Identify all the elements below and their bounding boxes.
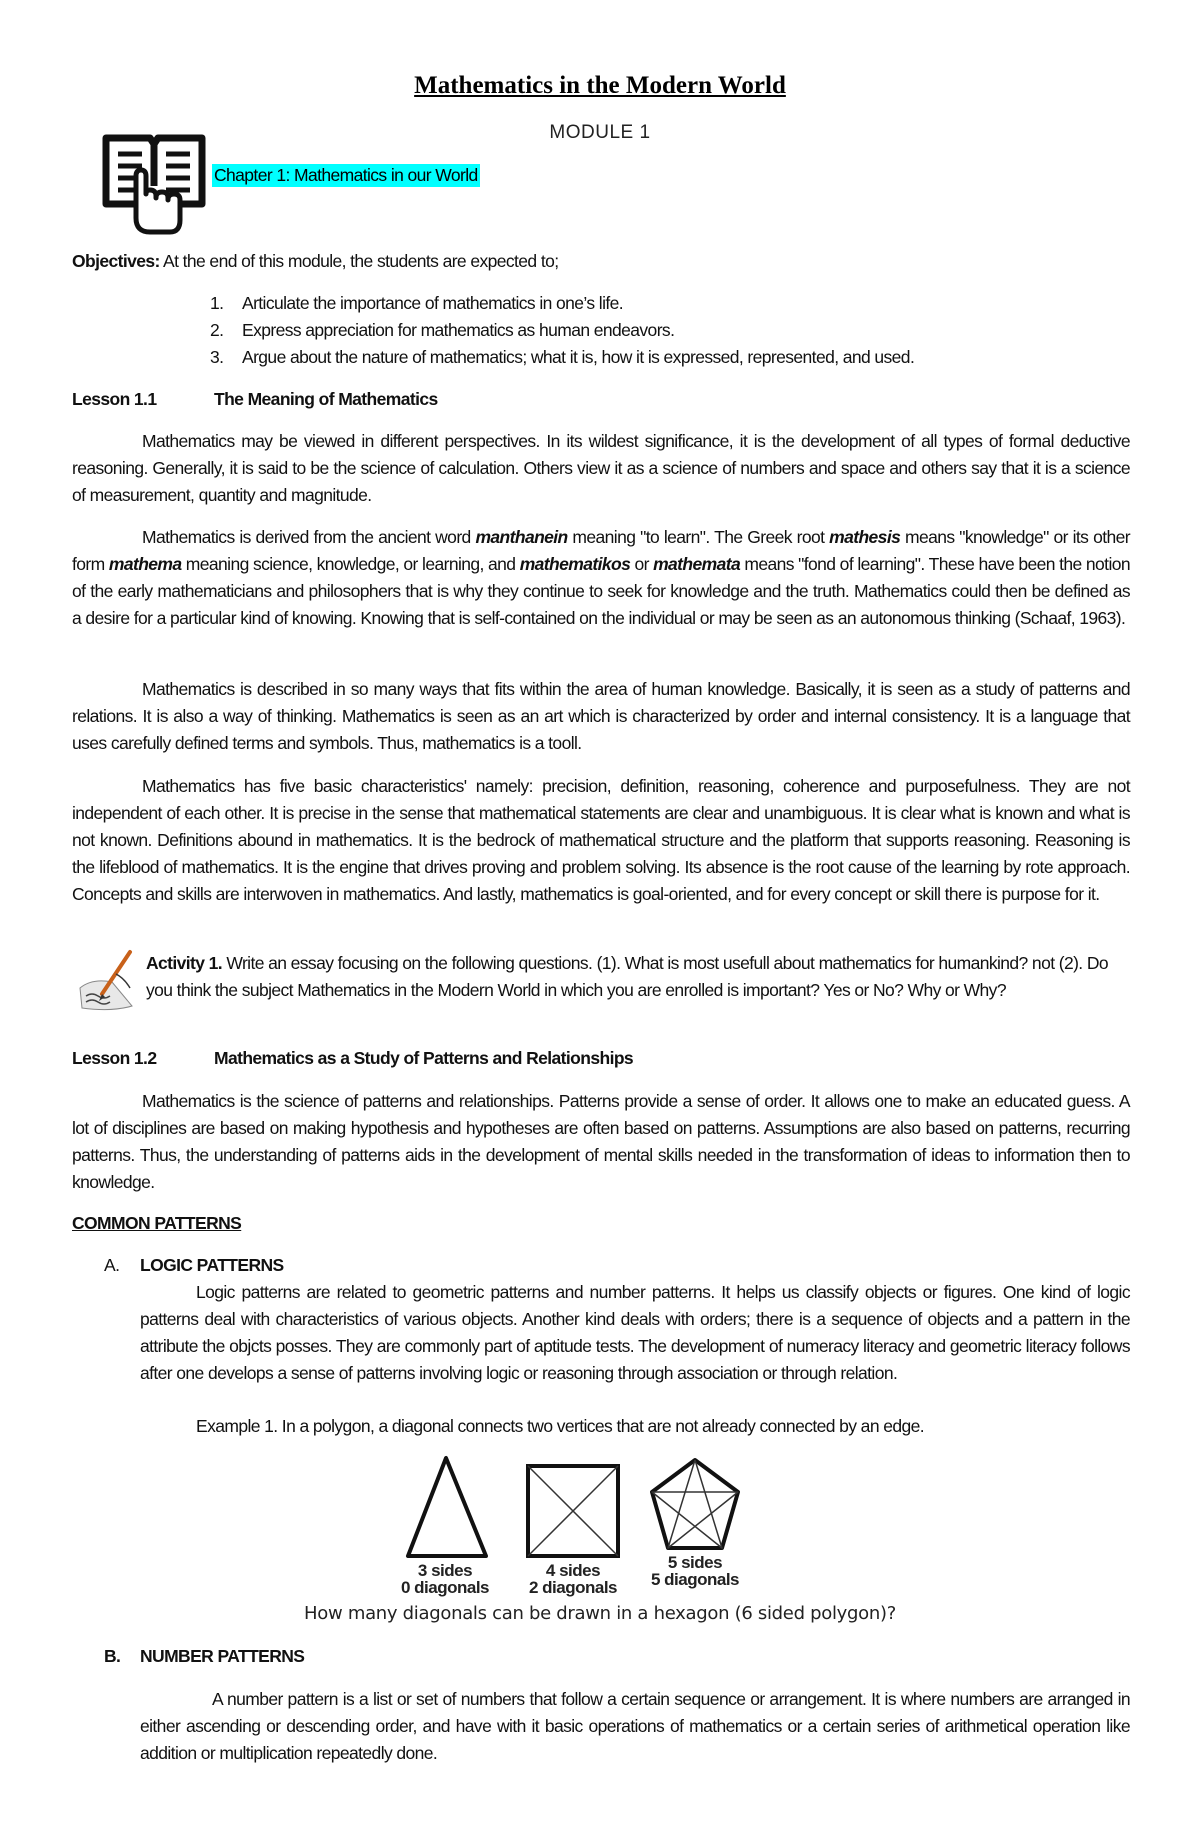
lesson-1-paragraph-1: Mathematics may be viewed in different perspectives. In its wildest significance, it is the development of all types of formal deductive reasoning. Generally, it is said to be the science of calculation. Others view it as a science of numbers and space and others say that it is a science of measurement, quantity and magnitude. [72, 431, 1130, 505]
lesson-title: The Meaning of Mathematics [214, 389, 438, 409]
hexagon-question: How many diagonals can be drawn in a hexagon (6 sided polygon)? [304, 1603, 896, 1624]
activity-text: Write an essay focusing on the following questions. (1). What is most usefull about mathematics for humankind? not (2). Do you think the subject Mathematics in the Modern World in which you are enrolled is important? Yes or No? Why or Why? [146, 953, 1109, 1000]
activity-1 [146, 950, 1130, 1004]
lesson-1-paragraph-3: Mathematics is described in so many ways that fits within the area of human knowledge. Basically, it is seen as a study of patterns and relations. It is also a way of thinking. Mathematics is seen as an art which is characterized by order and internal consistency. It is a language that uses carefully defined terms and symbols. Thus, mathematics is a tooll. [72, 679, 1130, 753]
pencil-writing-icon [72, 948, 144, 1018]
activity-label: Activity 1. [146, 953, 223, 973]
page-title: Mathematics in the Modern World [414, 72, 786, 99]
logic-patterns-paragraph: Logic patterns are related to geometric patterns and number patterns. It helps us classify objects or figures. One kind of logic patterns deal with characteristics of various objects. Another kind deals with orders; there is a sequence of objects and a pattern in the attribute the objcts posses. They are commonly part of aptitude tests. The development of numeracy literacy and geometric literacy follows after one develops a sense of patterns involving logic or reasoning through association or through relation. [140, 1282, 1130, 1383]
figure-caption-pentagon: 5 sides 5 diagonals [650, 1553, 740, 1589]
list-item: 1. Articulate the importance of mathematics in one’s life. [210, 293, 624, 313]
example-1: Example 1. In a polygon, a diagonal connects two vertices that are not already connected by an edge. [196, 1416, 925, 1436]
term-mathema: mathema [108, 554, 182, 574]
logic-patterns-heading: A. LOGIC PATTERNS [104, 1255, 284, 1275]
figure-caption-square: 4 sides 2 diagonals [528, 1561, 618, 1597]
lesson-number: Lesson 1.2 [72, 1048, 157, 1068]
lesson-1-paragraph-4: Mathematics has five basic characteristics' namely: precision, definition, reasoning, coherence and purposefulness. They are not independent of each other. It is precise in the sense that mathematical statements are clear and unambiguous. It is clear what is known and what is not known. Definitions abound in mathematics. It is the bedrock of mathematical structure and the platform that supports reasoning. Reasoning is the lifeblood of mathematics. It is the engine that drives proving and problem solving. Its absence is the root cause of the learning by rote approach. Concepts and skills are interwoven in mathematics. And lastly, mathematics is goal-oriented, and for every concept or skill there is purpose for it. [72, 776, 1130, 904]
number-patterns-paragraph: A number pattern is a list or set of numbers that follow a certain sequence or arrangement. It is where numbers are arranged in either ascending or descending order, and have with it basic operations of mathematics or a certain series of arithmetical operation like addition or multiplication repeatedly done. [140, 1689, 1130, 1763]
objectives-text: At the end of this module, the students are expected to; [159, 251, 559, 271]
lesson-1-heading [72, 386, 438, 413]
term-manthanein: manthanein [475, 527, 568, 547]
term-mathemata: mathemata [653, 554, 741, 574]
lesson-1-paragraph-2: Mathematics is derived from the ancient word manthanein meaning "to learn". The Greek root mathesis means "knowledge" or its other form mathema meaning science, knowledge, or learning, and mathematikos or mathemata means "fond of learning". These have been the notion of the early mathematicians and philosophers that is why they continue to seek for knowledge and the truth. Mathematics could then be defined as a desire for a particular kind of knowing. Knowing that is self-contained on the individual or may be seen as an autonomous thinking (Schaaf, 1963). [72, 527, 1131, 628]
book-hand-icon [100, 128, 208, 236]
figure-caption-triangle: 3 sides 0 diagonals [400, 1561, 490, 1597]
lesson-number: Lesson 1.1 [72, 389, 157, 409]
lesson-title: Mathematics as a Study of Patterns and Relationships [214, 1048, 634, 1068]
lesson-2-paragraph-1: Mathematics is the science of patterns and relationships. Patterns provide a sense of order. It allows one to make an educated guess. A lot of disciplines are based on making hypothesis and hypotheses are often based on patterns. Assumptions are also based on patterns, recurring patterns. Thus, the understanding of patterns aids in the development of mental skills needed in the transformation of ideas to information then to knowledge. [72, 1091, 1130, 1192]
term-mathematikos: mathematikos [519, 554, 631, 574]
term-mathesis: mathesis [829, 527, 901, 547]
objectives-intro [72, 248, 558, 275]
list-item: 3. Argue about the nature of mathematics; what it is, how it is expressed, represented, and used. [210, 347, 915, 367]
list-item: 2. Express appreciation for mathematics as human endeavors. [210, 320, 675, 340]
lesson-2-heading [72, 1045, 633, 1072]
common-patterns-heading: COMMON PATTERNS [72, 1213, 242, 1233]
polygon-diagonals-figure [400, 1448, 742, 1596]
number-patterns-heading: B. NUMBER PATTERNS [104, 1646, 305, 1666]
module-label: MODULE 1 [549, 122, 651, 143]
objectives-label: Objectives: [72, 251, 160, 271]
chapter-heading: Chapter 1: Mathematics in our World [214, 165, 478, 185]
objectives-list [210, 290, 914, 371]
